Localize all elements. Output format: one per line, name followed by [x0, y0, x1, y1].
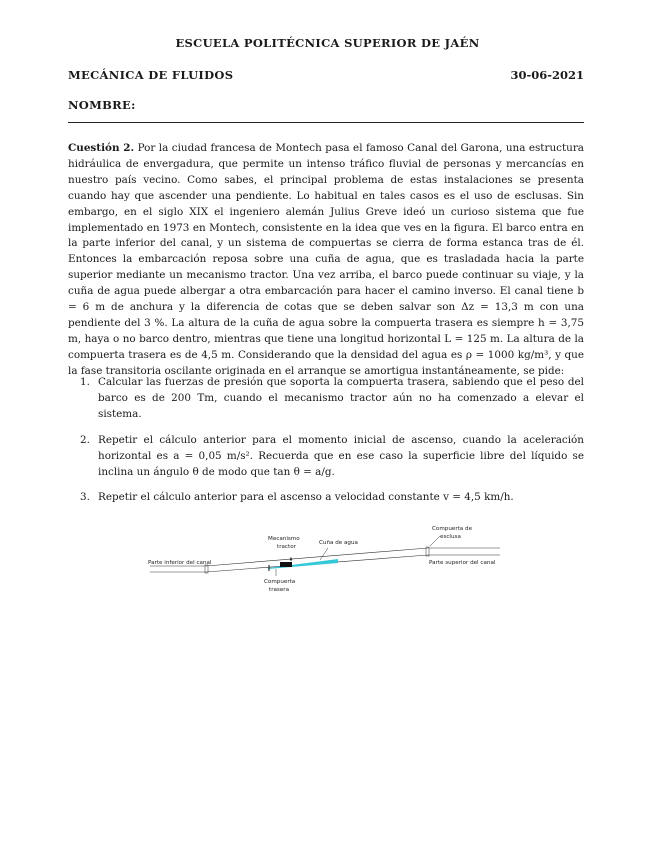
label-rear-gate-2: trasera	[269, 587, 290, 593]
water-wedge	[268, 559, 338, 569]
label-lower-canal: Parte inferior del canal	[148, 560, 212, 566]
item-text: Repetir el cálculo anterior para el momento inicial de ascenso, cuando la aceleración horizontal es a = 0,05 m/s². Recuerda que en ese caso la superficie libre del líquido se inclina un ángulo θ de modo que tan θ = a/g.	[98, 433, 584, 478]
course-title: MECÁNICA DE FLUIDOS	[68, 68, 234, 82]
label-lock-gate-2: esclusa	[440, 534, 461, 540]
question-text: Por la ciudad francesa de Montech pasa el famoso Canal del Garona, una estructura hidráulica de envergadura, que permite un intenso tráfico fluvial de personas y mercancías en nuestro país vecino. Como sabes, el principal problema de estas instalaciones se presenta cuando hay que ascender una pendiente. Lo habitual en tales casos es el uso de esclusas. Sin embargo, en el siglo XIX el ingeniero alemán Julius Greve ideó un curioso sistema que fue implementado en 1973 en Montech, consistente en la idea que ves en la figura. El barco entra en la parte inferior del canal, y un sistema de compuertas se cierra de forma estanca tras de él. Entonces la embarcación reposa sobre una cuña de agua, que es trasladada hacia la parte superior mediante un mecanismo tractor. Una vez arriba, el barco puede continuar su viaje, y la cuña de agua puede albergar a otra embarcación para hacer el camino inverso. El canal tiene b = 6 m de anchura y la diferencia de cotas que se deben salvar son Δz = 13,3 m con una pendiente del 3 %. La altura de la cuña de agua sobre la compuerta trasera es siempre h = 3,75 m, haya o no barco dentro, mientras que tiene una longitud horizontal L = 125 m. La altura de la compuerta trasera es de 4,5 m. Considerando que la densidad del agua es ρ = 1000 kg/m³, y que la fase transitoria oscilante originada en el arranque se amortigua instantáneamente, se pide:	[68, 142, 584, 377]
name-line	[68, 122, 584, 123]
list-item	[80, 375, 584, 423]
question-items	[80, 375, 584, 516]
item-number: 1.	[80, 376, 90, 388]
tractor-arrowhead	[290, 559, 293, 562]
school-title: ESCUELA POLITÉCNICA SUPERIOR DE JAÉN	[175, 36, 480, 50]
item-text: Repetir el cálculo anterior para el ascenso a velocidad constante v = 4,5 km/h.	[98, 491, 514, 504]
lock-gate-pointer	[430, 536, 440, 546]
label-water-wedge: Cuña de agua	[319, 540, 358, 546]
exam-date: 30-06-2021	[510, 68, 584, 82]
question-label: Cuestión 2.	[68, 142, 135, 154]
name-label: NOMBRE:	[68, 98, 136, 112]
label-lock-gate-1: Compuerta de	[432, 526, 473, 532]
question-statement	[68, 141, 584, 380]
label-mechanism-1: Mecanismo	[268, 536, 300, 542]
canal-figure	[148, 522, 508, 597]
item-number: 3.	[80, 491, 90, 504]
label-rear-gate-1: Compuerta	[264, 579, 296, 585]
item-number: 2.	[80, 433, 90, 446]
label-mechanism-2: tractor	[277, 544, 296, 550]
item-text: Calcular las fuerzas de presión que soporta la compuerta trasera, sabiendo que el peso del barco es de 200 Tm, cuando el mecanismo tractor aún no ha comenzado a elevar el sistema.	[98, 376, 584, 420]
list-item	[80, 490, 584, 506]
list-item	[80, 433, 584, 481]
wedge-pointer	[320, 548, 328, 560]
label-upper-canal: Parte superior del canal	[429, 560, 496, 566]
tractor-mechanism	[280, 562, 292, 567]
